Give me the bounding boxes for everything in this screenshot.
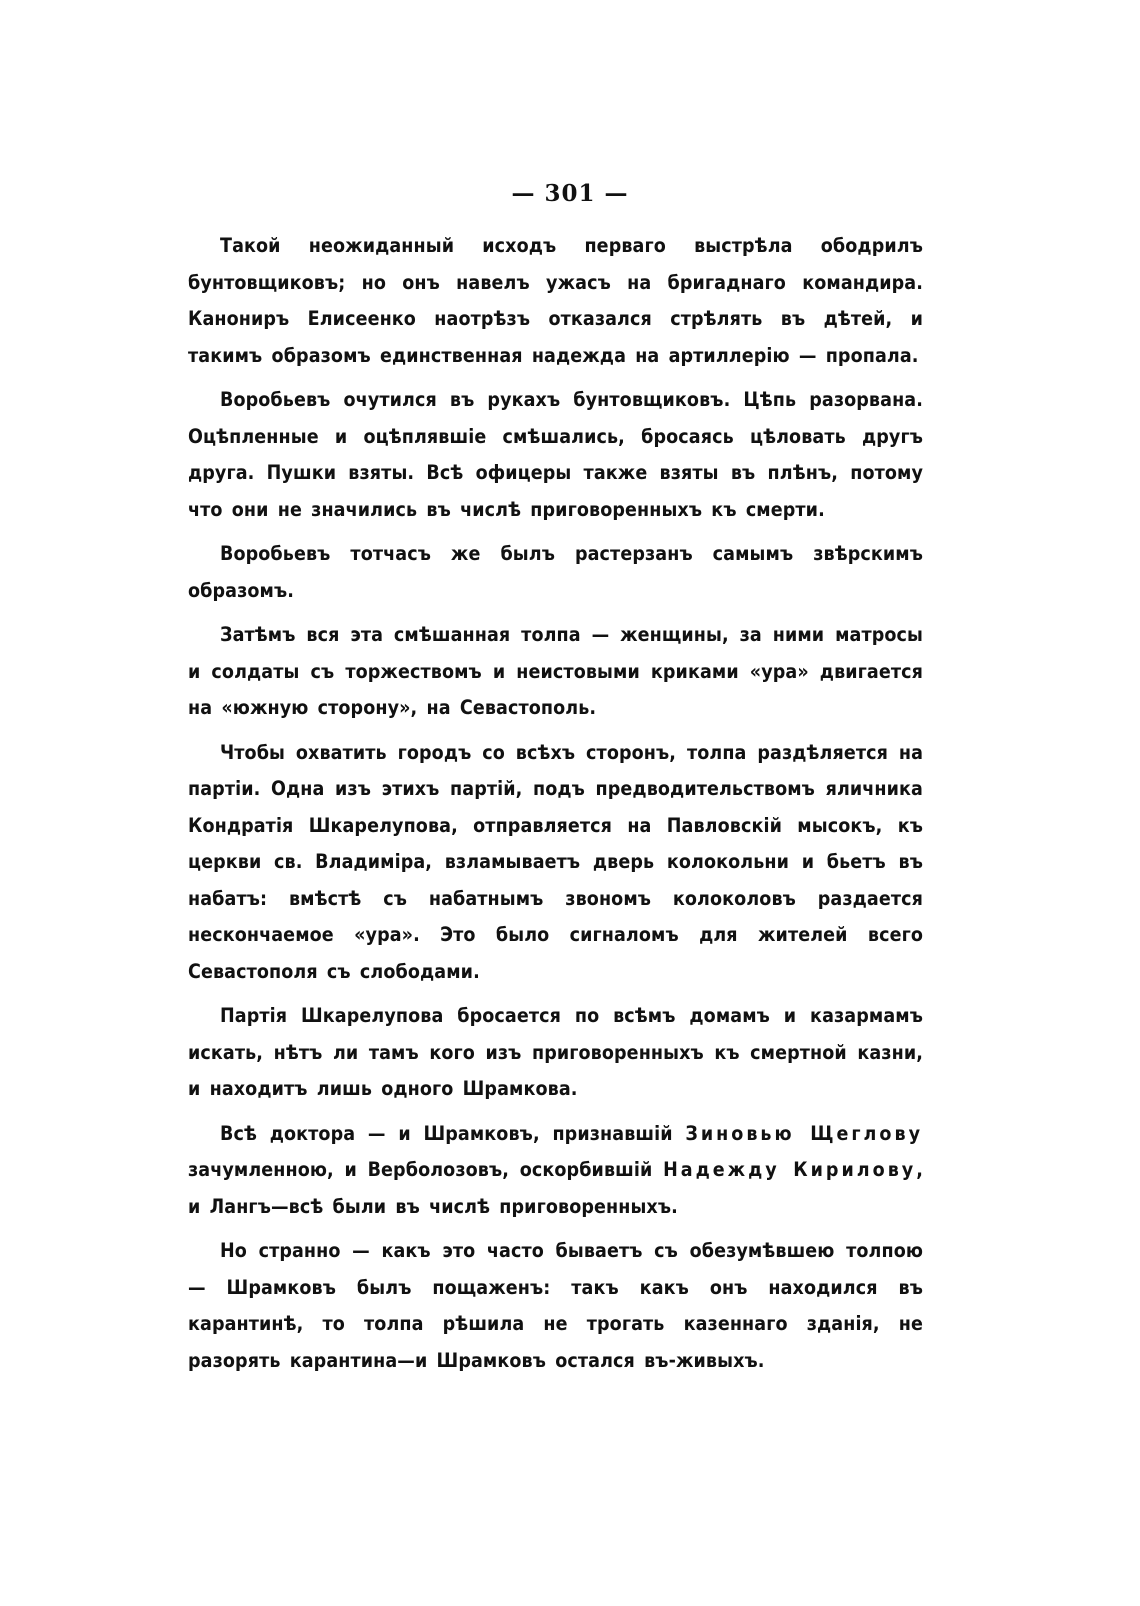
paragraph-7-part-3: , и Лангъ—всѣ были въ числѣ приговоренныхъ. <box>188 1158 923 1218</box>
paragraph-6: Партія Шкарелупова бросается по всѣмъ домамъ и казармамъ искать, нѣтъ ли тамъ кого изъ приговоренныхъ къ смертной казни, и находитъ лишь одного Шрамкова. <box>188 1004 923 1100</box>
paragraph-3: Воробьевъ тотчасъ же былъ растерзанъ самымъ звѣрскимъ образомъ. <box>188 542 923 602</box>
paragraph-7-name-2: Надежду Кирилову <box>663 1158 917 1181</box>
paragraph-7-part-2: зачумленною, и Верболозовъ, оскорбившій <box>188 1158 664 1181</box>
paragraph-7-name-1: Зиновью Щеглову <box>685 1121 923 1145</box>
body-text <box>188 228 923 1387</box>
paragraph-4: Затѣмъ вся эта смѣшанная толпа — женщины, за ними матросы и солдаты съ торжествомъ и неистовыми криками «ура» двигается на «южную сторону», на Севастополь. <box>188 623 923 719</box>
page-number: — 301 — <box>511 180 629 207</box>
paragraph-1: Такой неожиданный исходъ перваго выстрѣла ободрилъ бунтовщиковъ; но онъ навелъ ужасъ на бригаднаго командира. Канониръ Елисеенко наотрѣзъ отказался стрѣлять въ дѣтей, и такимъ образомъ единственная надежда на артиллерію — пропала. <box>188 234 923 367</box>
paragraph-7-part-1: Всѣ доктора — и Шрамковъ, признавшій <box>220 1121 686 1145</box>
paragraph-5: Чтобы охватить городъ со всѣхъ сторонъ, толпа раздѣляется на партіи. Одна изъ этихъ партій, подъ предводительствомъ яличника Кондратія Шкарелупова, отправляется на Павловскій мысокъ, къ церкви св. Владиміра, взламываетъ дверь колокольни и бьетъ въ набатъ: вмѣстѣ съ набатнымъ звономъ колоколовъ раздается нескончаемое «ура». Это было сигналомъ для жителей всего Севастополя съ слободами. <box>188 740 923 983</box>
paragraph-7 <box>188 1116 923 1226</box>
paragraph-8: Но странно — какъ это часто бываетъ съ обезумѣвшею толпою — Шрамковъ былъ пощаженъ: такъ какъ онъ находился въ карантинѣ, то толпа рѣшила не трогать казеннаго зданія, не разорять карантина—и Шрамковъ остался въ-живыхъ. <box>188 1239 923 1372</box>
paragraph-2: Воробьевъ очутился въ рукахъ бунтовщиковъ. Цѣпь разорвана. Оцѣпленные и оцѣплявшіе смѣшались, бросаясь цѣловать другъ друга. Пушки взяты. Всѣ офицеры также взяты въ плѣнъ, потому что они не значились въ числѣ приговоренныхъ къ смерти. <box>188 388 923 521</box>
